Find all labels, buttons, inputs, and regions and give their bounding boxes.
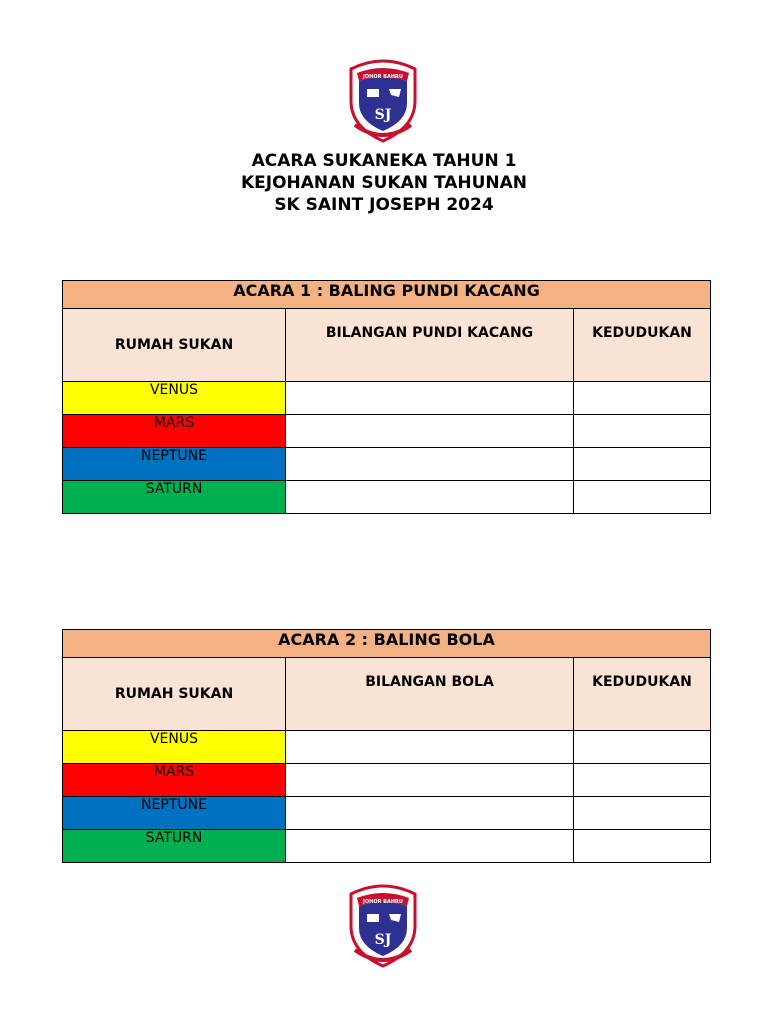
house-mars: MARS	[63, 415, 286, 448]
table-row	[63, 382, 711, 415]
rank-cell[interactable]	[574, 448, 711, 481]
count-cell[interactable]	[286, 448, 574, 481]
column-header-house: RUMAH SUKAN	[63, 658, 286, 731]
column-header-house: RUMAH SUKAN	[63, 309, 286, 382]
title-line-3: SK SAINT JOSEPH 2024	[274, 195, 494, 215]
title-line-1: ACARA SUKANEKA TAHUN 1	[251, 151, 517, 171]
school-crest-icon	[343, 55, 423, 143]
table-row	[63, 797, 711, 830]
school-crest-logo-top	[343, 55, 423, 143]
title-line-2: KEJOHANAN SUKAN TAHUNAN	[240, 173, 528, 193]
house-venus: VENUS	[63, 731, 286, 764]
column-header-count: BILANGAN PUNDI KACANG	[286, 309, 574, 382]
count-cell[interactable]	[286, 731, 574, 764]
house-mars: MARS	[63, 764, 286, 797]
house-neptune: NEPTUNE	[63, 797, 286, 830]
event-2-table	[62, 629, 711, 863]
document-title	[0, 150, 768, 216]
rank-cell[interactable]	[574, 415, 711, 448]
table-row	[63, 731, 711, 764]
column-header-count: BILANGAN BOLA	[286, 658, 574, 731]
house-venus: VENUS	[63, 382, 286, 415]
school-crest-icon	[343, 880, 423, 968]
column-header-rank: KEDUDUKAN	[574, 309, 711, 382]
house-saturn: SATURN	[63, 830, 286, 863]
table-row	[63, 448, 711, 481]
rank-cell[interactable]	[574, 797, 711, 830]
crest-initials: SJ	[374, 932, 392, 948]
table-row	[63, 764, 711, 797]
house-neptune: NEPTUNE	[63, 448, 286, 481]
rank-cell[interactable]	[574, 731, 711, 764]
count-cell[interactable]	[286, 481, 574, 514]
table-row	[63, 830, 711, 863]
table-row	[63, 481, 711, 514]
event-1-title: ACARA 1 : BALING PUNDI KACANG	[63, 281, 711, 309]
rank-cell[interactable]	[574, 764, 711, 797]
count-cell[interactable]	[286, 830, 574, 863]
crest-top-text: JOHOR BAHRU	[363, 74, 403, 80]
column-header-rank: KEDUDUKAN	[574, 658, 711, 731]
house-saturn: SATURN	[63, 481, 286, 514]
count-cell[interactable]	[286, 797, 574, 830]
crest-top-text: JOHOR BAHRU	[363, 899, 403, 905]
count-cell[interactable]	[286, 415, 574, 448]
event-2-title: ACARA 2 : BALING BOLA	[63, 630, 711, 658]
table-row	[63, 415, 711, 448]
count-cell[interactable]	[286, 382, 574, 415]
rank-cell[interactable]	[574, 382, 711, 415]
event-1-table	[62, 280, 711, 514]
rank-cell[interactable]	[574, 481, 711, 514]
rank-cell[interactable]	[574, 830, 711, 863]
school-crest-logo-bottom	[343, 880, 423, 968]
count-cell[interactable]	[286, 764, 574, 797]
crest-initials: SJ	[374, 107, 392, 123]
